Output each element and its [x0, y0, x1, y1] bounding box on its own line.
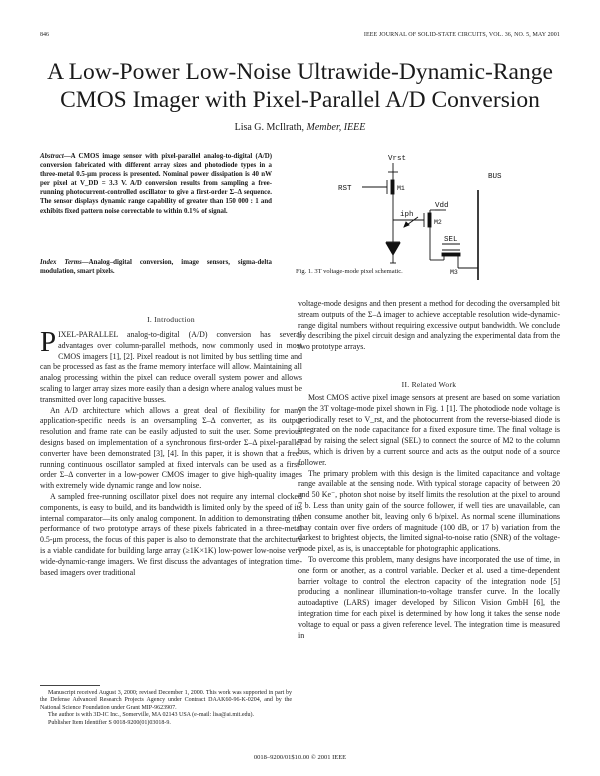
author-role: Member, IEEE — [306, 122, 366, 133]
abstract — [40, 152, 272, 216]
iph-label: iph — [400, 211, 414, 219]
author-line — [0, 122, 600, 133]
copyright-line: 0018–9200/01$10.00 © 2001 IEEE — [253, 754, 347, 761]
m1-channel — [391, 180, 394, 194]
title-line-2: CMOS Imager with Pixel-Parallel A/D Conversion — [60, 87, 540, 113]
sel-label: SEL — [444, 236, 458, 244]
figure-caption: Fig. 1. 3T voltage-mode pixel schematic. — [296, 268, 403, 275]
footnote-publisher: Publisher Item Identifier S 0018-9200(01)03018-9. — [48, 719, 171, 726]
iph-arrow-head — [404, 222, 409, 227]
index-terms-text: —Analog–digital conversion, image sensors, sigma-delta modulation, smart pixels. — [40, 259, 272, 276]
index-terms-lead: Index Terms — [40, 259, 82, 266]
intro-paragraph-3: A sampled free-running oscillator pixel does not require any internal clocked components, is easy to build, and its bandwidth is limited only by the speed of its internal comparator—its only analog component. In addition to demonstrating the performance of two prototype arrays of these pixels fabricated in a three-metal 0.5-μm process, the focus of this paper is also to demonstrate that the architecture is a viable candidate for building large array (≥1K×1K) low-power low-noise very wide-dynamic-range imagers. We first discuss the advantages of integration time-based imagers over traditional — [40, 491, 302, 577]
pixel-schematic-figure — [338, 150, 558, 282]
intro-paragraph-2: An A/D architecture which allows a great deal of flexibility for many application-specific needs is an oversampling Σ–Δ converter, as its output resolution and frame rate can be easily adjusted to suit the user. Some previous designs based on implementation of a synchronous first-order Σ–Δ pixel-parallel converter have been demonstrated [3], [4]. In this paper, it is shown that a free-running continuous oscillator sampled at fixed intervals can be used as a first-order Σ–Δ converter in a low-power CMOS imager to give high-quality images with extremely wide dynamic range and low noise. — [40, 405, 302, 491]
footnote-manuscript: Manuscript received August 3, 2000; revised December 1, 2000. This work was supported in part by the Defense Advanced Research Projects Agency under Contract DAAK60-96-K-0204, and by the National Science Foundation under Grant MIP-9623907. — [40, 690, 292, 711]
author-name: Lisa G. McIlrath, — [234, 122, 305, 133]
m2-channel — [428, 213, 431, 227]
bus-label: BUS — [488, 173, 502, 181]
left-column-body — [40, 326, 302, 578]
right-column-body — [298, 393, 560, 641]
related-paragraph-1: Most CMOS active pixel image sensors at present are based on some variation on the 3T voltage-mode pixel shown in Fig. 1 [1]. The photodiode node voltage is periodically reset to V_rst, and the photocurrent from the reverse-biased diode is integrated on the node capacitance for a fixed exposure time. The final voltage is read by raising the select signal (SEL) to connect the source of M2 to the column bus, which is driven by a current source and acts as the output node of a source follower. — [298, 393, 560, 467]
vdd-label: Vdd — [435, 202, 449, 210]
journal-header: IEEE JOURNAL OF SOLID-STATE CIRCUITS, VOL. 36, NO. 5, MAY 2001 — [363, 32, 560, 38]
page-number: 846 — [40, 32, 49, 38]
title-line-1: A Low-Power Low-Noise Ultrawide-Dynamic-Range — [47, 59, 553, 85]
right-column-body-top — [298, 299, 560, 353]
index-terms — [40, 258, 272, 276]
footnotes — [40, 690, 292, 727]
abstract-lead: Abstract — [40, 153, 64, 160]
vrst-label: Vrst — [388, 155, 407, 163]
related-paragraph-2: The primary problem with this design is the limited capacitance and voltage range available at the sensing node. With typical storage capacity of between 20 and 50 Ke⁻, photon shot noise by itself limits the resolution at the pixel to around 7 b. Less than unity gain of the source follower, if well ties are unavailable, can then consume another bit, leaving only 6 b/pixel. As normal scene illuminations may contain over five orders of magnitude (100 dB, or 17 b) variation from the darkest to brightest objects, the limited signal-to-noise ratio (SNR) of the voltage-mode pixel, as is, is unacceptable for photographic applications. — [298, 468, 560, 554]
intro-paragraph-4: voltage-mode designs and then present a method for decoding the oversampled bit stream outputs of the Σ–Δ imager to achieve acceptable resolution wide-dynamic-range digital numbers without requiring excessive output bandwidth. We conclude by describing the pixel circuit design and analyzing the experimental data from the two prototype arrays. — [298, 299, 560, 352]
section-introduction: I. Introduction — [147, 315, 195, 324]
paper-title — [0, 58, 600, 114]
m3-channel — [442, 253, 460, 256]
footnote-author: The author is with 3D-IC Inc., Somerville, MA 02143 USA (e-mail: lisa@ai.mit.edu). — [48, 712, 254, 719]
dropcap: P — [40, 326, 57, 358]
m3-label: M3 — [450, 269, 458, 276]
m2-label: M2 — [434, 219, 442, 226]
intro-paragraph-1-text: IXEL-PARALLEL analog-to-digital (A/D) conversion has several advantages over column-parallel methods, now commonly used in most CMOS imagers [1], [2]. Pixel readout is not limited by bus settling time and can be processed as fast as the frame memory interface will allow. Maintaining all analog processing within the pixel can reduce overall system power and allows scaling to larger array sizes more easily than a design where analog values must be transmitted over long capacitive busses. — [40, 330, 302, 404]
footnote-rule — [40, 685, 100, 686]
m1-label: M1 — [397, 185, 405, 192]
photodiode — [386, 243, 400, 255]
abstract-text: —A CMOS image sensor with pixel-parallel analog-to-digital (A/D) conversion fabricated with different array sizes and photodiode types in a three-metal 0.5-μm process is presented. Nominal power dissipation is 40 nW per pixel at V_DD = 3.3 V. A/D conversion results from sampling a free-running photocurrent-controlled oscillator to give a first-order Σ–Δ sequence. The sensor displays dynamic range capability of greater than 150 000 : 1 and exhibits fixed pattern noise correctable to within 0.1% of signal. — [40, 153, 272, 215]
section-related-work: II. Related Work — [401, 380, 457, 389]
related-paragraph-3: To overcome this problem, many designs have incorporated the use of time, in one form or another, as a control variable. Decker et al. used a time-dependent barrier voltage to control the electron capacity of the integration node [5] producing a nonlinear illumination-to-voltage transfer curve. In the locally autoadaptive (LARS) imager developed by Silicon Vision GmbH [6], the integration time for each pixel is determined by how long it takes the sense node voltage to equal or pass a given reference level. The integration time is measured in — [298, 554, 560, 640]
intro-paragraph-1 — [40, 326, 302, 406]
rst-label: RST — [338, 185, 352, 193]
